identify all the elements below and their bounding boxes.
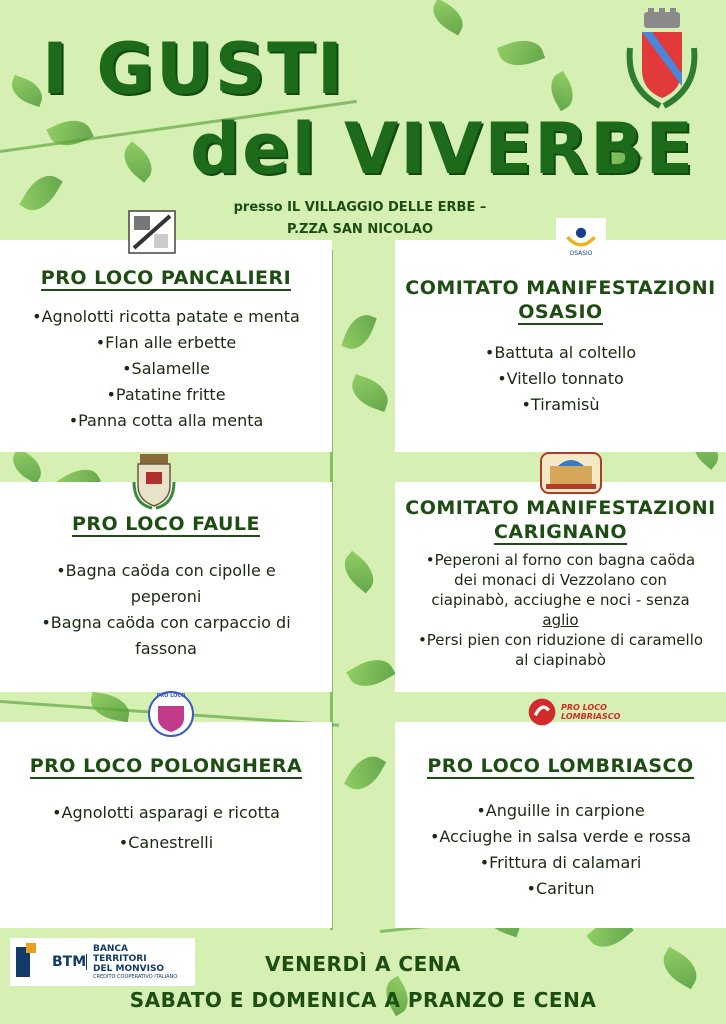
municipal-crest-icon (620, 8, 704, 112)
footer-line-1: VENERDÌ A CENA (265, 952, 461, 976)
poster-title-line-2: del VIVERBE (190, 108, 696, 190)
polonghera-logo-text: PRO LOCO (156, 693, 186, 699)
menu-list (395, 340, 726, 418)
menu-item: •Caritun (526, 879, 595, 898)
menu-item: dei monaci di Vezzolano con (454, 571, 667, 589)
polonghera-logo (144, 690, 198, 738)
sponsor-bank-logo (10, 938, 195, 986)
osasio-figure-icon (564, 226, 598, 250)
bank-logo-text: BTM (52, 954, 87, 970)
lombriasco-logo (524, 694, 624, 730)
pancalieri-logo-icon (128, 210, 176, 254)
menu-item: •Canestrelli (118, 833, 214, 852)
bank-name-line-2: TERRITORI (93, 954, 147, 964)
menu-item: •Bagna caöda con carpaccio di (41, 613, 291, 632)
footer-line-2: SABATO E DOMENICA A PRANZO E CENA (129, 988, 597, 1012)
menu-item: al ciapinabò (515, 651, 606, 669)
card-subtitle: CARIGNANO (493, 521, 628, 543)
venue-line-2: P.ZZA SAN NICOLAO (286, 222, 434, 237)
menu-card-pancalieri (0, 240, 332, 452)
menu-item: •Agnolotti ricotta patate e menta (32, 307, 300, 326)
carignano-logo-icon (540, 452, 602, 494)
poster-title-line-1: I GUSTI (42, 28, 345, 110)
menu-card-lombriasco (395, 722, 726, 928)
menu-item: •Tiramisù (521, 395, 600, 414)
osasio-logo (556, 218, 606, 264)
menu-item: •Flan alle erbette (95, 333, 237, 352)
menu-item: •Vitello tonnato (497, 369, 624, 388)
menu-list (0, 558, 332, 662)
menu-item: peperoni (130, 587, 202, 606)
lombriasco-badge-icon (527, 697, 557, 727)
menu-item: •Frittura di calamari (479, 853, 642, 872)
card-title: PRO LOCO POLONGHERA (29, 755, 303, 777)
menu-item: aglio (542, 611, 579, 629)
menu-item: •Peperoni al forno con bagna caöda (425, 551, 696, 569)
menu-list (395, 550, 726, 670)
menu-item: •Anguille in carpione (476, 801, 645, 820)
venue-line-1: presso IL VILLAGGIO DELLE ERBE – (233, 200, 487, 215)
menu-card-faule (0, 482, 332, 692)
lombriasco-logo-text: PRO LOCO LOMBRIASCO (561, 703, 621, 721)
bank-name-line-1: BANCA (93, 944, 128, 954)
menu-item: •Patatine fritte (106, 385, 226, 404)
bank-tagline: CREDITO COOPERATIVO ITALIANO (93, 974, 178, 980)
menu-item: •Bagna caöda con cipolle e (56, 561, 276, 580)
menu-item: fassona (135, 639, 197, 658)
bank-name-line-3: DEL MONVISO (93, 964, 165, 974)
menu-card-carignano (395, 482, 726, 692)
menu-item: •Battuta al coltello (484, 343, 637, 362)
bank-mark-icon (16, 943, 46, 981)
menu-item: ciapinabò, acciughe e noci - senza (431, 591, 690, 609)
menu-item: •Acciughe in salsa verde e rossa (429, 827, 692, 846)
menu-list (395, 798, 726, 902)
card-title: COMITATO MANIFESTAZIONI (405, 277, 716, 299)
card-title: PRO LOCO LOMBRIASCO (427, 755, 694, 777)
menu-list (0, 798, 332, 858)
menu-item: •Salamelle (122, 359, 210, 378)
card-title: PRO LOCO FAULE (71, 513, 261, 535)
menu-item: •Agnolotti asparagi e ricotta (52, 803, 280, 822)
card-subtitle: OSASIO (518, 301, 603, 323)
menu-item: •Panna cotta alla menta (68, 411, 264, 430)
menu-card-polonghera (0, 722, 332, 928)
menu-card-osasio (395, 240, 726, 452)
menu-item: •Persi pien con riduzione di caramello (417, 631, 704, 649)
card-title: PRO LOCO PANCALIERI (40, 267, 292, 289)
card-title: COMITATO MANIFESTAZIONI (405, 497, 716, 519)
faule-crest-icon (130, 452, 178, 510)
osasio-logo-text: OSASIO (569, 249, 593, 257)
menu-list (0, 304, 332, 434)
